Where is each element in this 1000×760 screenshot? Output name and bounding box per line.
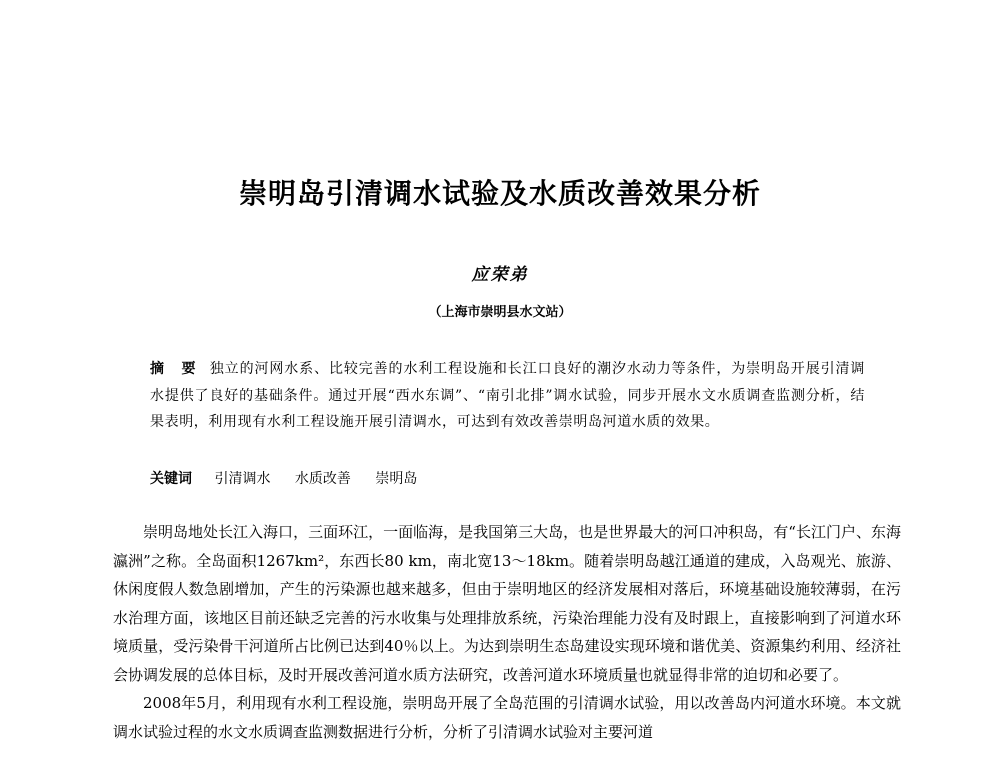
author-name: 应荣弟 bbox=[471, 265, 529, 285]
keyword: 水质改善 bbox=[294, 471, 351, 487]
keywords bbox=[150, 466, 865, 492]
keyword: 崇明岛 bbox=[375, 471, 418, 487]
abstract bbox=[150, 356, 865, 436]
author-affiliation: （上海市崇明县水文站） bbox=[428, 305, 572, 320]
body-paragraph: 2008年5月，利用现有水利工程设施，崇明岛开展了全岛范围的引清调水试验，用以改善岛内河道水环境。本文就调水试验过程的水文水质调查监测数据进行分析，分析了引清调水试验对主要河道 bbox=[113, 694, 901, 741]
abstract-label: 摘 要 bbox=[150, 361, 202, 377]
abstract-text: 独立的河网水系、比较完善的水利工程设施和长江口良好的潮汐水动力等条件，为崇明岛开展引清调水提供了良好的基础条件。通过开展“西水东调”、“南引北排”调水试验，同步开展水文水质调查监测分析，结果表明，利用现有水利工程设施开展引清调水，可达到有效改善崇明岛河道水质的效果。 bbox=[150, 361, 866, 431]
keyword: 引清调水 bbox=[214, 471, 271, 487]
body-text bbox=[113, 518, 901, 746]
keywords-label: 关键词 bbox=[150, 471, 192, 487]
paper-title: 崇明岛引清调水试验及水质改善效果分析 bbox=[238, 177, 761, 210]
body-paragraph: 崇明岛地处长江入海口，三面环江，一面临海，是我国第三大岛，也是世界最大的河口冲积岛，有“长江门户、东海瀛洲”之称。全岛面积1267km²，东西长80 km，南北宽13～18km。随着崇明岛越江通道的建成，入岛观光、旅游、休闲度假人数急剧增加，产生的污染源也越来越多，但由于崇明地区的经济发展相对落后，环境基础设施较薄弱，在污水治理方面，该地区目前还缺乏完善的污水收集与处理排放系统，污染治理能力没有及时跟上，直接影响到了河道水环境质量，受污染骨干河道所占比例已达到40％以上。为达到崇明生态岛建设实现环境和谐优美、资源集约利用、经济社会协调发展的总体目标，及时开展改善河道水质方法研究，改善河道水环境质量也就显得非常的迫切和必要了。 bbox=[113, 523, 901, 684]
